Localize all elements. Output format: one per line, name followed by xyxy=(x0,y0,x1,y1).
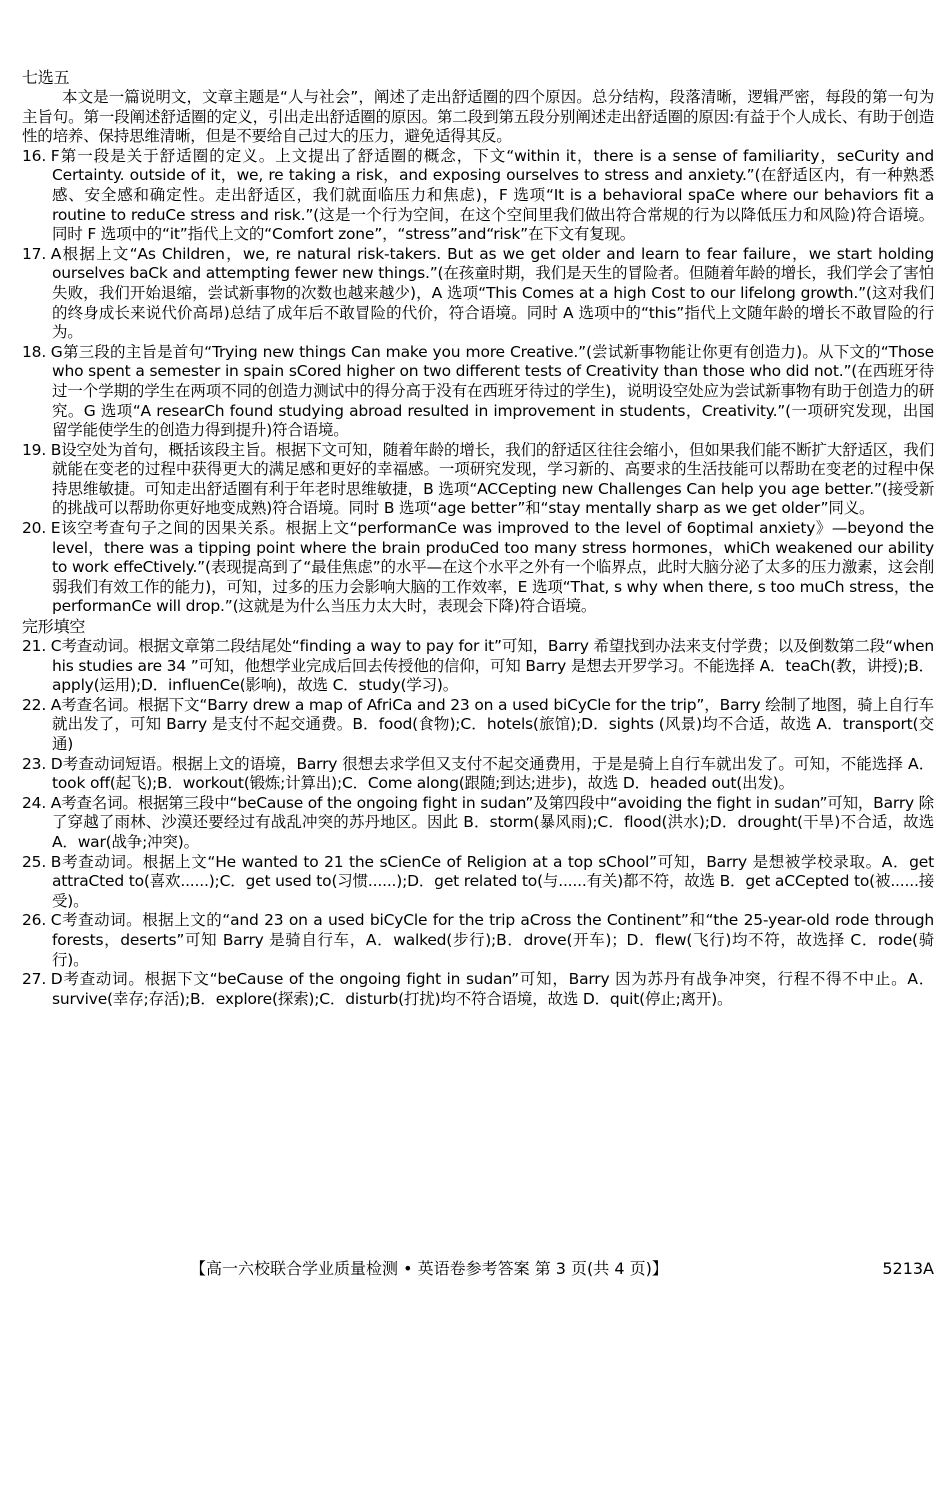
answer-item xyxy=(22,853,934,912)
answer-explanation: 考查动词。根据下文“beCause of the ongoing fight in sudan”可知，Barry 因为苏丹有战争冲突，行程不得不中止。A．survive(幸存;存活);B．explore(探索);C．disturb(打扰)均不符合语境，故选 D．quit(停止;离开)。 xyxy=(52,970,934,1008)
answer-number: 23. D xyxy=(22,754,63,773)
answer-item xyxy=(22,441,934,519)
answer-number: 20. E xyxy=(22,519,61,538)
answer-explanation: 考查名词。根据下文“Barry drew a map of AfriCa and 23 on a used biCyCle for the trip”，Barry 绘制了地图，骑上自行车就出发了，可知 Barry 是支付不起交通费。B．food(食物);C．hotels(旅馆);D．sights (风景)均不合适，故选 A．transport(交通) xyxy=(52,695,934,753)
page-content xyxy=(22,68,934,1009)
answer-item xyxy=(22,970,934,1009)
answer-explanation: 该空考查句子之间的因果关系。根据上文“performanCe was improved to the level of 6optimal anxiety》—beyond the level，there was a tipping point where the brain produCed too many stress hormones，whiCh weakened our ability to work effeCtively.”(表现提高到了“最佳焦虑”的水平—在这个水平之外有一个临界点，此时大脑分泌了太多的压力激素，这会削弱我们有效工作的能力)，可知，过多的压力会影响大脑的工作效率，E 选项“That, s why when there, s too muCh stress，the performanCe will drop.”(这就是为什么当压力太大时，表现会下降)符合语境。 xyxy=(52,519,934,616)
answer-explanation: 考查动词短语。根据上文的语境，Barry 很想去求学但又支付不起交通费用，于是是骑上自行车就出发了。可知，不能选择 A．took off(起飞);B．workout(锻炼;计算出);C．Come along(跟随;到达;进步)，故选 D．headed out(出发)。 xyxy=(52,754,934,793)
answer-explanation: 根据上文“As Children，we, re natural risk-takers. But as we get older and learn to fear failure，we start holding ourselves baCk and attempting fewer new things.”(在孩童时期，我们是天生的冒险者。但随着年龄的增长，我们学会了害怕失败，我们开始退缩，尝试新事物的次数也越来越少)，A 选项“This Comes at a high Cost to our lifelong growth.”(这对我们的终身成长来说代价高昂)总结了成年后不敢冒险的代价，符合语境。同时 A 选项中的“this”指代上文随年龄的增长不敢冒险的行为。 xyxy=(52,244,934,342)
answer-number: 24. A xyxy=(22,793,62,812)
answer-item xyxy=(22,343,934,441)
answer-explanation: 第三段的主旨是首句“Trying new things Can make you more Creative.”(尝试新事物能让你更有创造力)。从下文的“Those who spent a semester in spain sCored higher on two different tests of Creativity than those who did not.”(在西班牙待过一个学期的学生在两项不同的创造力测试中的得分高于没有在西班牙待过的学生)，说明设空处应为尝试新事物有助于创造力的研究。G 选项“A researCh found studying abroad resulted in improvement in students，Creativity.”(一项研究发现，出国留学能使学生的创造力得到提升)符合语境。 xyxy=(52,342,934,440)
cloze-answer-list xyxy=(22,637,934,1009)
answer-item xyxy=(22,245,934,343)
answer-item xyxy=(22,696,934,755)
answer-number: 22. A xyxy=(22,695,62,714)
answer-item xyxy=(22,755,934,794)
answer-number: 26. C xyxy=(22,911,62,930)
answer-item xyxy=(22,637,934,696)
answer-number: 27. D xyxy=(22,970,63,989)
section-heading-cloze: 完形填空 xyxy=(22,617,86,637)
reading-answer-list xyxy=(22,147,934,617)
footer-title: 【高一六校联合学业质量检测 • 英语卷参考答案 第 3 页(共 4 页)】 xyxy=(190,1259,668,1278)
answer-number: 18. G xyxy=(22,342,63,361)
answer-explanation: 设空处为首句，概括该段主旨。根据下文可知，随着年龄的增长，我们的舒适区往往会缩小，但如果我们能不断扩大舒适区，我们就能在变老的过程中获得更大的满足感和更好的幸福感。一项研究发现，学习新的、高要求的生活技能可以帮助在变老的过程中保持思维敏捷。可知走出舒适圈有利于年老时思维敏捷，B 选项“ACCepting new Challenges Can help you age better.”(接受新的挑战可以帮助你更好地变成熟)符合语境。同时 B 选项“age better”和“stay mentally sharp as we get older”同义。 xyxy=(52,440,934,518)
answer-number: 17. A xyxy=(22,244,62,263)
answer-item xyxy=(22,519,934,617)
answer-item xyxy=(22,794,934,853)
section-heading-reading: 七选五 xyxy=(22,68,70,87)
answer-explanation: 考查动词。根据上文“He wanted to 21 the sCienCe of Religion at a top sChool”可知，Barry 是想被学校录取。A．get attraCted to(喜欢......);C．get used to(习惯......);D．get related to(与......有关)都不符，故选 B．get aCCepted to(被......接受)。 xyxy=(52,852,934,910)
answer-number: 25. B xyxy=(22,852,62,871)
answer-item xyxy=(22,911,934,970)
answer-explanation: 考查名词。根据第三段中“beCause of the ongoing fight in sudan”及第四段中“avoiding the fight in sudan”可知，Barry 除了穿越了雨林、沙漠还要经过有战乱冲突的苏丹地区。因此 B．storm(暴风雨);C．flood(洪水);D．drought(干旱)不合适，故选 A．war(战争;冲突)。 xyxy=(52,793,934,851)
answer-number: 19. B xyxy=(22,440,62,459)
answer-number: 21. C xyxy=(22,637,62,656)
passage-summary: 本文是一篇说明文，文章主题是“人与社会”，阐述了走出舒适圈的四个原因。总分结构，段落清晰，逻辑严密，每段的第一句为主旨句。第一段阐述舒适圈的定义，引出走出舒适圈的原因。第二段到第五段分别阐述走出舒适圈的原因:有益于个人成长、有助于创造性的培养、保持思维清晰，但是不要给自己过大的压力，避免适得其反。 xyxy=(22,88,934,146)
answer-explanation: 第一段是关于舒适圈的定义。上文提出了舒适圈的概念，下文“within it，there is a sense of familiarity，seCurity and Certainty. outside of it，we, re taking a risk，and exposing ourselves to stress and anxiety.”(在舒适区内，有一种熟悉感、安全感和确定性。走出舒适区，我们就面临压力和焦虑)，F 选项“It is a behavioral spaCe where our behaviors fit a routine to reduCe stress and risk.”(这是一个行为空间，在这个空间里我们做出符合常规的行为以降低压力和风险)符合语境。同时 F 选项中的“it”指代上文的“Comfort zone”，“stress”and“risk”在下文有复现。 xyxy=(52,146,934,244)
answer-item xyxy=(22,147,934,245)
answer-number: 16. F xyxy=(22,146,60,165)
answer-explanation: 考查动词。根据上文的“and 23 on a used biCyCle for the trip aCross the Continent”和“the 25-year-old rode through forests，deserts”可知 Barry 是骑自行车，A．walked(步行);B．drove(开车)；D．flew(飞行)均不符，故选择 C．rode(骑行)。 xyxy=(52,911,934,969)
page-footer xyxy=(22,1258,934,1280)
answer-explanation: 考查动词。根据文章第二段结尾处“finding a way to pay for it”可知，Barry 希望找到办法来支付学费；以及倒数第二段“when his studies are 34 ”可知，他想学业完成后回去传授他的信仰，可知 Barry 是想去开罗学习。不能选择 A．teaCh(教，讲授);B．apply(运用);D．influenCe(影响)，故选 C．study(学习)。 xyxy=(52,637,934,695)
paper-code: 5213A xyxy=(882,1259,934,1278)
